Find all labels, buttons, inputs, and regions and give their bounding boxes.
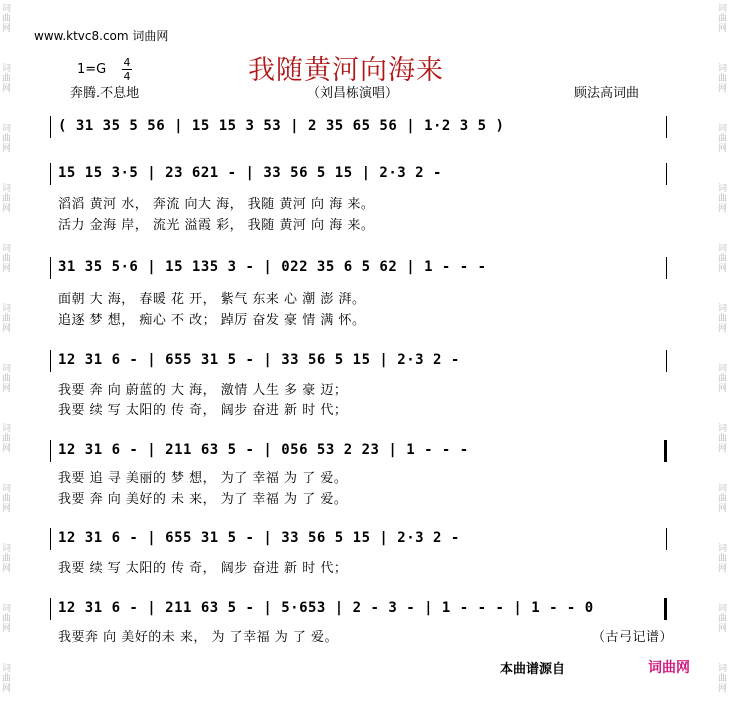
watermark-text: 词曲网: [718, 124, 728, 154]
singer-credit: （刘昌栋演唱）: [307, 86, 399, 101]
brand-logo-text: 词曲网: [648, 660, 690, 676]
watermark-text: 词曲网: [2, 244, 12, 274]
notation-line: 15 15 3·5 | 23 621 - | 33 56 5 15 | 2·3 2 -: [58, 165, 442, 181]
lyric-line: 追逐 梦 想， 痴心 不 改； 踔厉 奋发 豪 情 满 怀。: [58, 313, 366, 328]
watermark-text: 词曲网: [718, 64, 728, 94]
watermark-text: 词曲网: [718, 4, 728, 34]
watermark-text: 词曲网: [2, 304, 12, 334]
watermark-text: 词曲网: [718, 664, 728, 694]
lyric-line: 我要奔 向 美好的未 来， 为 了幸福 为 了 爱。: [58, 630, 339, 645]
transcriber-credit: （古弓记谱）: [592, 630, 674, 645]
notation-line: 31 35 5·6 | 15 135 3 - | 022 35 6 5 62 | 1 - - -: [58, 259, 487, 275]
watermark-text: 词曲网: [2, 424, 12, 454]
notation-line: 12 31 6 - | 211 63 5 - | 5·653 | 2 - 3 - | 1 - - - | 1 - - 0: [58, 600, 594, 616]
watermark-text: 词曲网: [2, 604, 12, 634]
lyric-line: 我要 奔 向 蔚蓝的 大 海， 激情 人生 多 豪 迈；: [58, 383, 348, 398]
time-signature-top: 4: [123, 56, 131, 69]
watermark-text: 词曲网: [2, 664, 12, 694]
notation-line-intro: ( 31 35 5 56 | 15 15 3 53 | 2 35 65 56 | 1·2 3 5 ): [58, 118, 505, 134]
watermark-text: 词曲网: [2, 484, 12, 514]
watermark-text: 词曲网: [718, 544, 728, 574]
author-credit: 顾法高词曲: [574, 86, 640, 101]
watermark-text: 词曲网: [2, 364, 12, 394]
right-watermark-column: [716, 0, 732, 703]
watermark-text: 词曲网: [2, 124, 12, 154]
watermark-text: 词曲网: [2, 4, 12, 34]
site-url: www.ktvc8.com 词曲网: [34, 29, 169, 43]
song-title: 我随黄河向海来: [248, 55, 444, 86]
tempo-marking: 奔腾.不息地: [70, 86, 140, 101]
key-signature: 1=G: [77, 62, 107, 77]
watermark-text: 词曲网: [718, 304, 728, 334]
source-label: 本曲谱源自: [500, 662, 566, 677]
watermark-text: 词曲网: [718, 484, 728, 514]
lyric-line: 我要 续 写 太阳的 传 奇， 阔步 奋进 新 时 代；: [58, 561, 348, 576]
time-signature: [121, 57, 133, 82]
watermark-text: 词曲网: [2, 64, 12, 94]
lyric-line: 面朝 大 海， 春暖 花 开， 紫气 东来 心 潮 澎 湃。: [58, 292, 366, 307]
lyric-line: 活力 金海 岸， 流光 溢霞 彩， 我随 黄河 向 海 来。: [58, 218, 375, 233]
time-signature-bottom: 4: [123, 70, 131, 83]
watermark-text: 词曲网: [718, 244, 728, 274]
watermark-text: 词曲网: [2, 544, 12, 574]
watermark-text: 词曲网: [2, 184, 12, 214]
notation-line: 12 31 6 - | 655 31 5 - | 33 56 5 15 | 2·3 2 -: [58, 530, 460, 546]
watermark-text: 词曲网: [718, 424, 728, 454]
lyric-line: 滔滔 黄河 水， 奔流 向大 海， 我随 黄河 向 海 来。: [58, 197, 375, 212]
lyric-line: 我要 奔 向 美好的 未 来， 为了 幸福 为 了 爱。: [58, 492, 348, 507]
watermark-text: 词曲网: [718, 184, 728, 214]
watermark-text: 词曲网: [718, 604, 728, 634]
notation-line: 12 31 6 - | 655 31 5 - | 33 56 5 15 | 2·3 2 -: [58, 352, 460, 368]
lyric-line: 我要 追 寻 美丽的 梦 想， 为了 幸福 为 了 爱。: [58, 471, 348, 486]
lyric-line: 我要 续 写 太阳的 传 奇， 阔步 奋进 新 时 代；: [58, 403, 348, 418]
left-watermark-column: [0, 0, 16, 703]
watermark-text: 词曲网: [718, 364, 728, 394]
notation-line: 12 31 6 - | 211 63 5 - | 056 53 2 23 | 1 - - -: [58, 442, 469, 458]
